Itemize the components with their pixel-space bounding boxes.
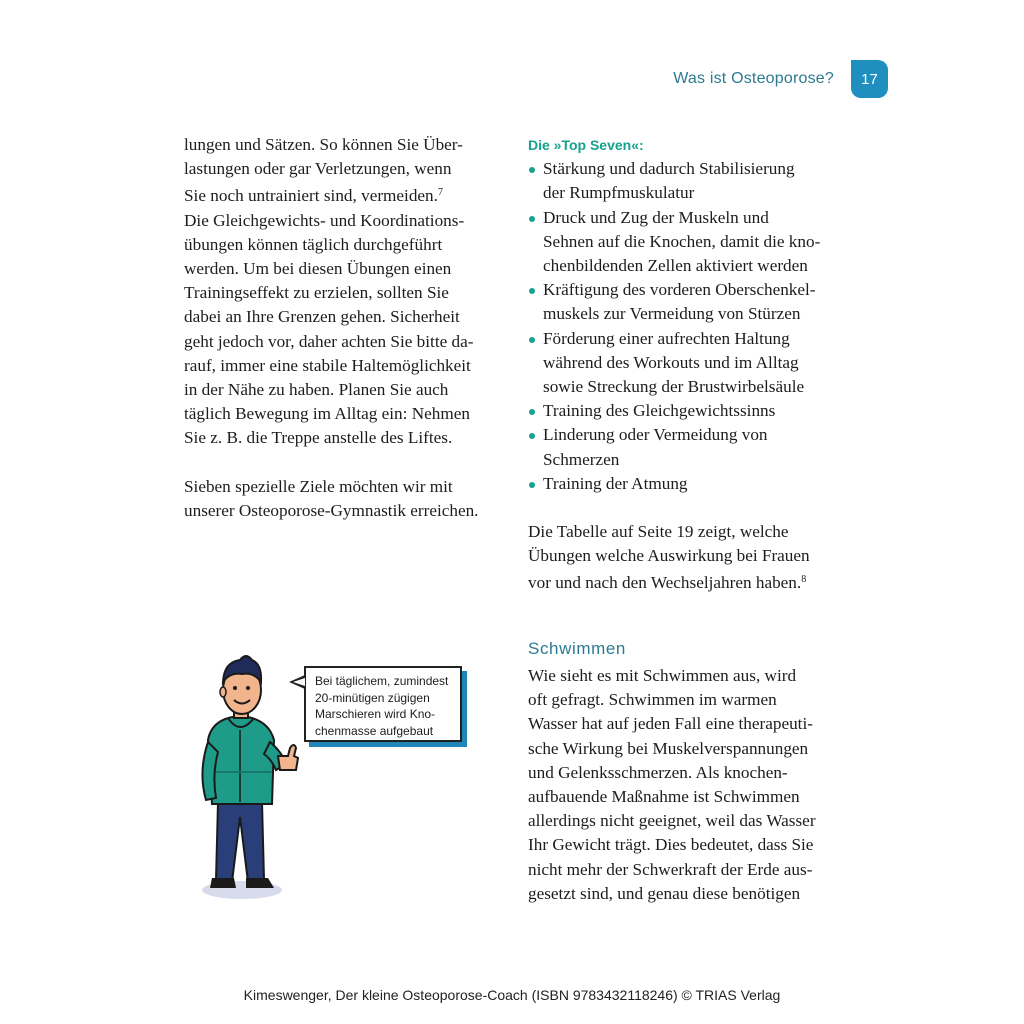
text-line: Trainingseffekt zu erzielen, sollten Sie	[184, 283, 449, 303]
text-line: allerdings nicht geeignet, weil das Wasser	[528, 811, 816, 831]
bubble-line: chenmasse aufgebaut	[315, 723, 434, 738]
text-line: gesetzt sind, und genau diese benötigen	[528, 883, 801, 903]
footnote-ref: 7	[437, 187, 443, 199]
list-item: Kräftigung des vorderen Oberschenkel- muskels zur Vermeidung von Stürzen	[528, 278, 848, 326]
footnote-ref: 8	[801, 574, 807, 586]
text-line: geht jedoch vor, daher achten Sie bitte da-	[184, 331, 474, 351]
text-line: Sieben spezielle Ziele möchten wir mit	[184, 476, 453, 496]
page-footer: Kimeswenger, Der kleine Osteoporose-Coach (ISBN 9783432118246) © TRIAS Verlag	[243, 987, 781, 1003]
swimming-text	[528, 664, 848, 906]
text-line: Ihr Gewicht trägt. Dies bedeutet, dass Sie	[528, 835, 814, 855]
list-item: Druck und Zug der Muskeln und Sehnen auf die Knochen, damit die kno- chenbildenden Zellen aktiviert werden	[528, 206, 848, 279]
text-line: aufbauende Maßnahme ist Schwimmen	[528, 787, 800, 807]
text-line: unserer Osteoporose-Gymnastik erreichen.	[184, 500, 479, 520]
text-line: und Gelenksschmerzen. Als knochen-	[528, 762, 788, 782]
section-heading-swimming: Schwimmen	[528, 639, 626, 658]
text-line: dabei an Ihre Grenzen gehen. Sicherheit	[184, 307, 460, 327]
text-line: Wie sieht es mit Schwimmen aus, wird	[528, 666, 797, 685]
text-line: in der Nähe zu haben. Planen Sie auch	[184, 380, 449, 400]
right-column	[528, 133, 848, 596]
running-header: Was ist Osteoporose?	[673, 70, 834, 87]
text-line: sche Wirkung bei Muskelverspannungen	[528, 738, 809, 758]
text-line: nicht mehr der Schwerkraft der Erde aus-	[528, 859, 813, 879]
list-item: Training des Gleichgewichtssinns	[528, 399, 848, 423]
text-line: lungen und Sätzen. So können Sie Über-	[184, 135, 463, 154]
text-line: werden. Um bei diesen Übungen einen	[184, 259, 452, 279]
top-seven-list	[528, 157, 848, 496]
bubble-line: Bei täglichem, zumindest	[315, 674, 449, 688]
list-item: Förderung einer aufrechten Haltung während des Workouts und im Alltag sowie Streckung der Brustwirbelsäule	[528, 327, 848, 400]
bubble-line: 20-minütigen zügigen	[315, 690, 430, 705]
text-line: übungen können täglich durchgeführt	[184, 234, 443, 254]
list-item: Stärkung und dadurch Stabilisierung der Rumpfmuskulatur	[528, 157, 848, 205]
text-line: Wasser hat auf jeden Fall eine therapeuti-	[528, 714, 813, 734]
bubble-line: Marschieren wird Kno-	[315, 707, 436, 721]
list-title: Die »Top Seven«:	[528, 137, 644, 153]
list-item: Linderung oder Vermeidung von Schmerzen	[528, 423, 848, 471]
text-line: Sie noch untrainiert sind, vermeiden.$^7$	[184, 186, 443, 206]
text-line: täglich Bewegung im Alltag ein: Nehmen	[184, 404, 470, 424]
text-line: vor und nach den Wechseljahren haben.$^8$	[528, 573, 807, 593]
text-line: Übungen welche Auswirkung bei Frauen	[528, 546, 810, 566]
text-line: lastungen oder gar Verletzungen, wenn	[184, 159, 452, 179]
coach-illustration	[190, 652, 305, 904]
list-item: Training der Atmung	[528, 472, 848, 496]
text-line: Die Gleichgewichts- und Koordinations-	[184, 210, 465, 230]
text-line: oft gefragt. Schwimmen im warmen	[528, 690, 777, 710]
left-column	[184, 133, 504, 523]
text-line: rauf, immer eine stabile Haltemöglichkeit	[184, 355, 471, 375]
text-line: Sie z. B. die Treppe anstelle des Liftes.	[184, 428, 453, 448]
speech-bubble	[304, 666, 462, 742]
page-number-badge: 17	[851, 60, 888, 98]
text-line: Die Tabelle auf Seite 19 zeigt, welche	[528, 522, 789, 542]
speech-bubble-tail-fill	[293, 678, 305, 686]
